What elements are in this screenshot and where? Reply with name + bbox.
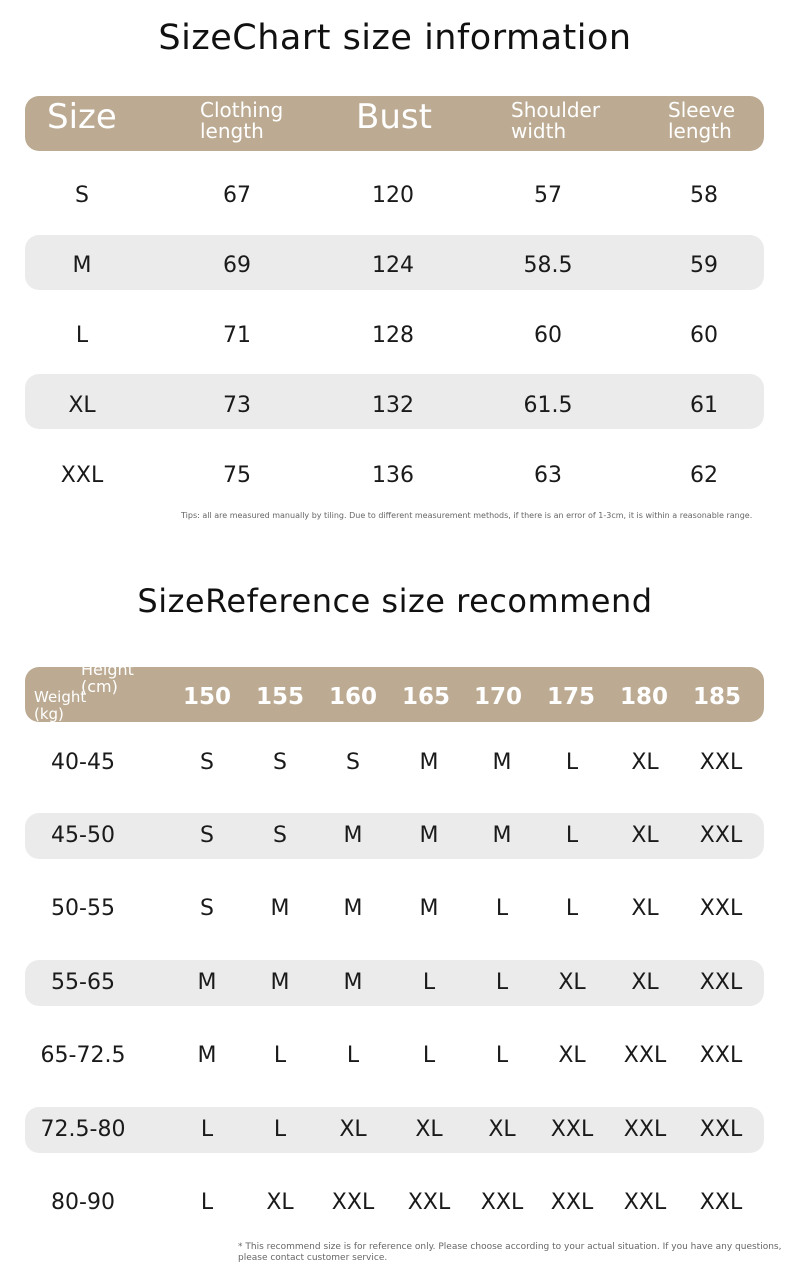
header-clothing-length — [200, 100, 283, 142]
recommended-size-cell: XXL — [699, 1190, 743, 1215]
recommended-size-cell: L — [565, 896, 579, 921]
header-bust: Bust — [356, 97, 432, 137]
size-row — [0, 378, 790, 433]
recommended-size-cell: S — [346, 750, 360, 775]
recommended-size-cell: XXL — [480, 1190, 524, 1215]
recommended-size-cell: S — [273, 750, 287, 775]
reference-row — [0, 886, 790, 932]
reference-row — [0, 1180, 790, 1226]
recommended-size-cell: L — [495, 970, 509, 995]
recommended-size-cell: M — [343, 896, 363, 921]
height-header-cell: 155 — [255, 684, 305, 710]
recommended-size-cell: S — [273, 823, 287, 848]
weight-range-cell: 55-65 — [51, 970, 115, 995]
size-cell: 59 — [690, 253, 718, 278]
weight-label-line1: Weight — [34, 688, 87, 706]
recommended-size-cell: M — [343, 823, 363, 848]
recommended-size-cell: XXL — [699, 970, 743, 995]
size-chart-tip: Tips: all are measured manually by tiling. Due to different measurement methods, if there is an error of 1-3cm, it is within a reasonable range. — [181, 511, 753, 520]
size-cell: 75 — [223, 463, 251, 488]
size-row — [0, 308, 790, 363]
recommended-size-cell: M — [270, 896, 290, 921]
recommended-size-cell: M — [419, 896, 439, 921]
size-cell: 132 — [372, 393, 414, 418]
size-cell: 60 — [690, 323, 718, 348]
recommended-size-cell: L — [200, 1190, 214, 1215]
recommended-size-cell: L — [273, 1117, 287, 1142]
recommended-size-cell: L — [495, 1043, 509, 1068]
recommended-size-cell: M — [492, 750, 512, 775]
recommended-size-cell: XXL — [699, 1117, 743, 1142]
recommended-size-cell: XL — [631, 970, 659, 995]
weight-range-cell: 80-90 — [51, 1190, 115, 1215]
recommended-size-cell: XXL — [699, 750, 743, 775]
recommended-size-cell: L — [273, 1043, 287, 1068]
recommended-size-cell: M — [270, 970, 290, 995]
recommended-size-cell: XL — [631, 823, 659, 848]
recommended-size-cell: XXL — [623, 1117, 667, 1142]
height-header-cell: 180 — [619, 684, 669, 710]
weight-range-cell: 40-45 — [51, 750, 115, 775]
recommended-size-cell: XXL — [331, 1190, 375, 1215]
size-cell: XL — [68, 393, 96, 418]
size-row — [0, 238, 790, 293]
header-shoulder-width — [511, 100, 600, 142]
header-clothing-length-line2: length — [200, 119, 264, 143]
recommended-size-cell: XL — [266, 1190, 294, 1215]
height-label-line2: (cm) — [81, 677, 118, 696]
reference-row — [0, 960, 790, 1006]
height-header-cell: 185 — [692, 684, 742, 710]
header-shoulder-line2: width — [511, 119, 567, 143]
height-header-cell: 150 — [182, 684, 232, 710]
header-sleeve-line1: Sleeve — [668, 98, 736, 122]
size-cell: L — [75, 323, 89, 348]
size-cell: 124 — [372, 253, 414, 278]
height-header-cell: 160 — [328, 684, 378, 710]
size-cell: 61 — [690, 393, 718, 418]
reference-row — [0, 813, 790, 859]
recommended-size-cell: XXL — [623, 1043, 667, 1068]
header-sleeve-line2: length — [668, 119, 732, 143]
size-cell: 60 — [534, 323, 562, 348]
recommended-size-cell: L — [565, 750, 579, 775]
size-cell: 67 — [223, 183, 251, 208]
size-cell: 58.5 — [523, 253, 573, 278]
size-cell: 61.5 — [523, 393, 573, 418]
height-header-cell: 165 — [401, 684, 451, 710]
reference-row — [0, 740, 790, 786]
recommended-size-cell: XXL — [407, 1190, 451, 1215]
weight-range-cell: 72.5-80 — [40, 1117, 126, 1142]
recommended-size-cell: S — [200, 750, 214, 775]
recommended-size-cell: S — [200, 823, 214, 848]
size-cell: M — [72, 253, 92, 278]
size-row — [0, 168, 790, 223]
reference-row — [0, 1033, 790, 1079]
recommended-size-cell: L — [422, 1043, 436, 1068]
weight-range-cell: 65-72.5 — [40, 1043, 126, 1068]
weight-range-cell: 45-50 — [51, 823, 115, 848]
size-cell: 62 — [690, 463, 718, 488]
recommended-size-cell: M — [419, 823, 439, 848]
recommended-size-cell: L — [565, 823, 579, 848]
recommended-size-cell: XXL — [550, 1117, 594, 1142]
reference-header — [25, 660, 764, 723]
size-cell: 128 — [372, 323, 414, 348]
recommended-size-cell: M — [419, 750, 439, 775]
height-header-cell: 175 — [546, 684, 596, 710]
recommended-size-cell: XL — [558, 970, 586, 995]
size-chart-header — [25, 96, 764, 151]
size-cell: 58 — [690, 183, 718, 208]
size-cell: XXL — [60, 463, 104, 488]
height-header-cell: 170 — [473, 684, 523, 710]
recommended-size-cell: M — [197, 1043, 217, 1068]
size-cell: 136 — [372, 463, 414, 488]
recommended-size-cell: XL — [339, 1117, 367, 1142]
recommended-size-cell: XXL — [699, 823, 743, 848]
recommended-size-cell: M — [492, 823, 512, 848]
recommended-size-cell: L — [346, 1043, 360, 1068]
recommended-size-cell: XXL — [623, 1190, 667, 1215]
recommended-size-cell: L — [422, 970, 436, 995]
header-clothing-length-line1: Clothing — [200, 98, 284, 122]
height-label-line1: Height — [81, 660, 134, 679]
size-chart-title: SizeChart size information — [158, 18, 632, 58]
recommended-size-cell: L — [200, 1117, 214, 1142]
recommended-size-cell: XXL — [699, 1043, 743, 1068]
size-cell: 71 — [223, 323, 251, 348]
recommended-size-cell: XXL — [550, 1190, 594, 1215]
header-size: Size — [47, 97, 117, 137]
weight-label-line2: (kg) — [34, 705, 64, 723]
recommended-size-cell: M — [343, 970, 363, 995]
recommended-size-cell: XL — [631, 896, 659, 921]
size-row — [0, 448, 790, 503]
size-cell: 63 — [534, 463, 562, 488]
size-cell: 57 — [534, 183, 562, 208]
header-sleeve-length — [668, 100, 735, 142]
header-shoulder-line1: Shoulder — [511, 98, 601, 122]
recommended-size-cell: XL — [558, 1043, 586, 1068]
recommended-size-cell: XL — [631, 750, 659, 775]
size-cell: S — [75, 183, 89, 208]
recommended-size-cell: XXL — [699, 896, 743, 921]
recommended-size-cell: L — [495, 896, 509, 921]
recommended-size-cell: S — [200, 896, 214, 921]
reference-title: SizeReference size recommend — [137, 582, 653, 620]
recommended-size-cell: XL — [488, 1117, 516, 1142]
weight-label — [34, 689, 86, 723]
height-label — [81, 661, 134, 695]
size-cell: 69 — [223, 253, 251, 278]
recommended-size-cell: M — [197, 970, 217, 995]
reference-note: * This recommend size is for reference only. Please choose according to your actual situation. If you have any questions, please contact customer service. — [238, 1242, 782, 1263]
size-cell: 120 — [372, 183, 414, 208]
reference-row — [0, 1107, 790, 1153]
size-cell: 73 — [223, 393, 251, 418]
recommended-size-cell: XL — [415, 1117, 443, 1142]
weight-range-cell: 50-55 — [51, 896, 115, 921]
